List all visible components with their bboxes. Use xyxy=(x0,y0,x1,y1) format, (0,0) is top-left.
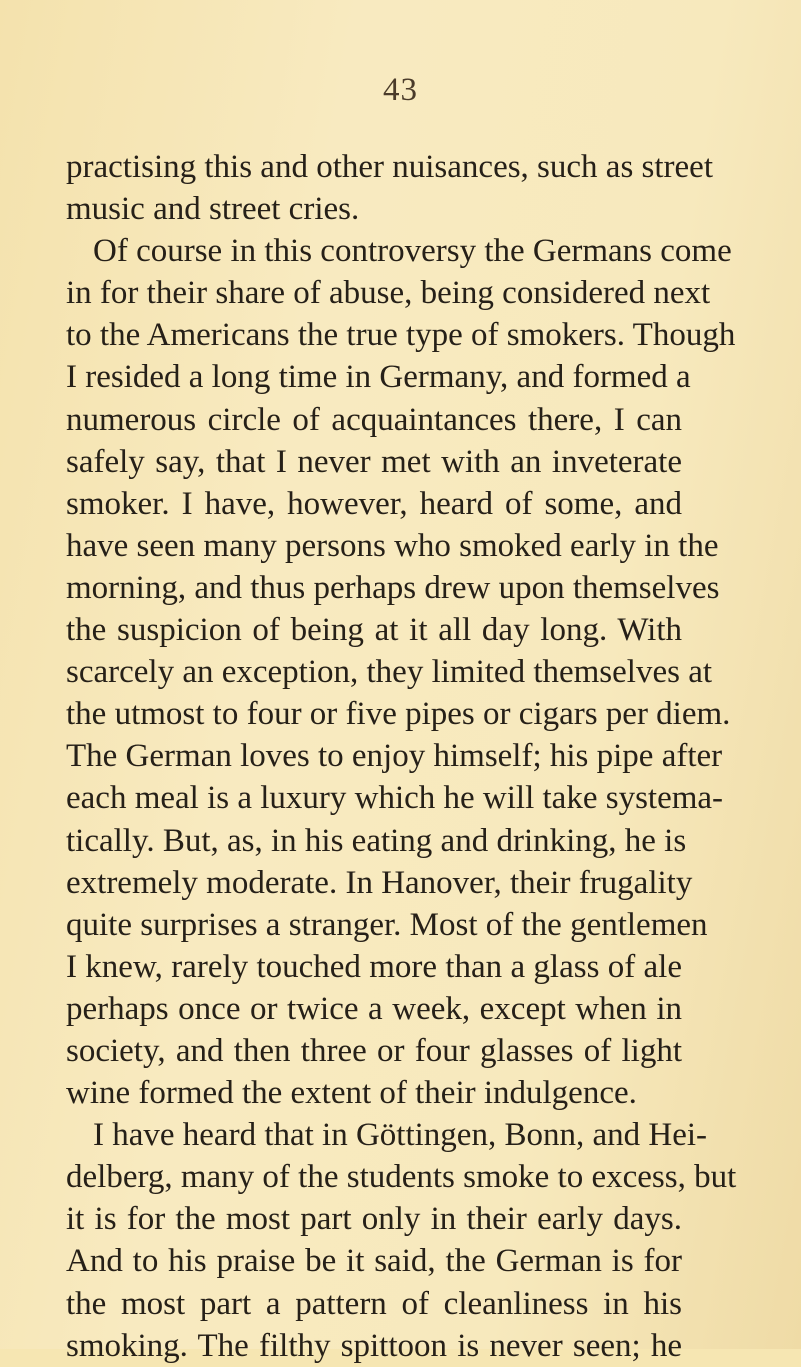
text-line: have seen many persons who smoked early in the xyxy=(66,527,719,564)
text-line: scarcely an exception, they limited themselves at xyxy=(66,654,713,691)
text-line: to the Americans the true type of smokers. Though xyxy=(66,317,736,354)
page-number: 43 xyxy=(383,72,418,108)
text-line: perhaps once or twice a week, except when in xyxy=(66,990,682,1027)
text-line: I have heard that in Göttingen, Bonn, and Hei- xyxy=(93,1117,707,1154)
text-line: it is for the most part only in their early days. xyxy=(66,1201,682,1238)
text-line: tically. But, as, in his eating and drinking, he is xyxy=(66,822,687,859)
text-line: I knew, rarely touched more than a glass of ale xyxy=(66,948,682,985)
text-line: safely say, that I never met with an inveterate xyxy=(66,443,682,480)
text-line: I resided a long time in Germany, and formed a xyxy=(66,359,691,396)
text-line: extremely moderate. In Hanover, their frugality xyxy=(66,864,693,901)
text-line: quite surprises a stranger. Most of the gentlemen xyxy=(66,906,708,943)
text-line: numerous circle of acquaintances there, I can xyxy=(66,401,682,438)
text-line: delberg, many of the students smoke to excess, but xyxy=(66,1159,737,1196)
text-line: the most part a pattern of cleanliness in his xyxy=(66,1285,682,1322)
text-line: society, and then three or four glasses of light xyxy=(66,1032,682,1069)
text-line: each meal is a luxury which he will take systema- xyxy=(66,780,724,817)
text-line: The German loves to enjoy himself; his pipe after xyxy=(66,738,723,775)
text-line: smoker. I have, however, heard of some, and xyxy=(66,485,682,522)
text-line: music and street cries. xyxy=(66,191,360,228)
text-line: in for their share of abuse, being considered next xyxy=(66,275,711,312)
text-line: wine formed the extent of their indulgence. xyxy=(66,1075,637,1112)
text-line: practising this and other nuisances, such as street xyxy=(66,149,713,185)
text-line: smoking. The filthy spittoon is never seen; he xyxy=(66,1327,682,1364)
text-line: And to his praise be it said, the German is for xyxy=(66,1243,682,1280)
text-line: morning, and thus perhaps drew upon themselves xyxy=(66,569,720,606)
body-text xyxy=(66,146,737,1367)
text-line: Of course in this controversy the Germans come xyxy=(93,233,732,270)
text-line: the utmost to four or five pipes or cigars per diem. xyxy=(66,696,731,733)
text-line: the suspicion of being at it all day long. With xyxy=(66,612,682,649)
